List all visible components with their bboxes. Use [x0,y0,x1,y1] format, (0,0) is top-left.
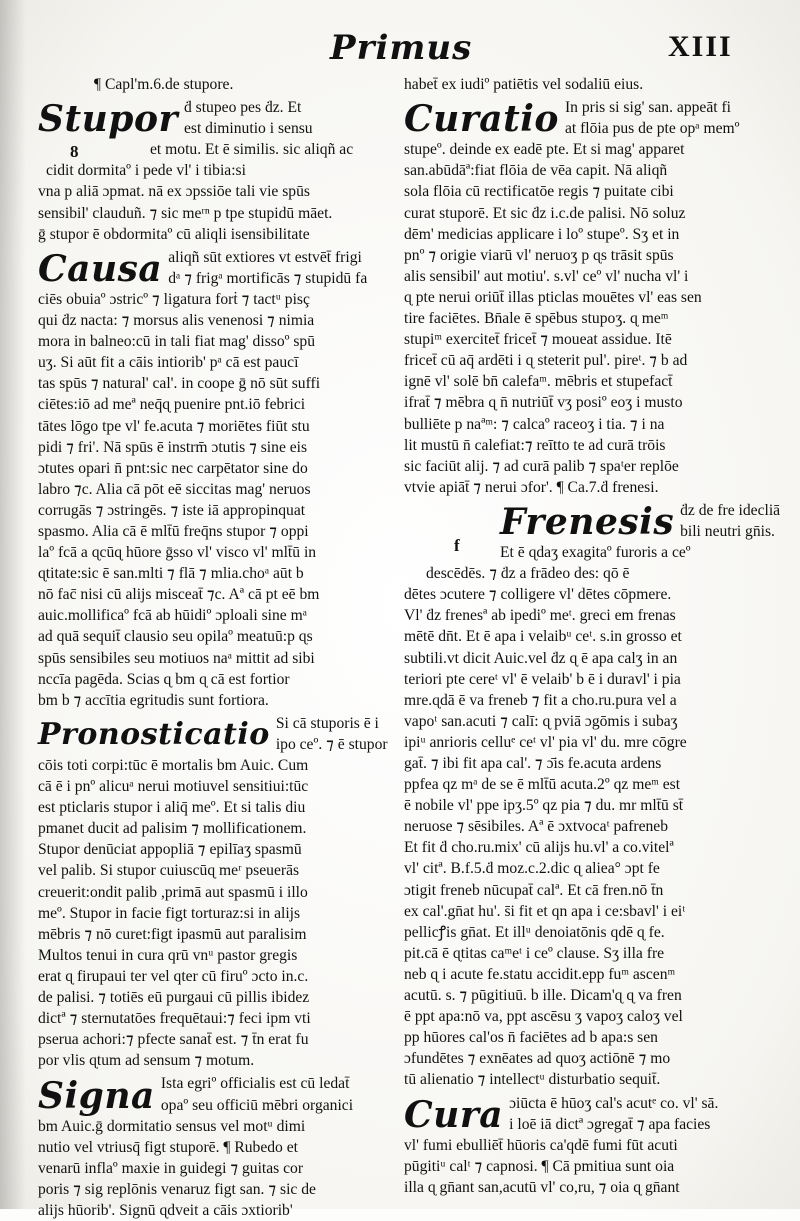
text-line: ḋ stupeo pes ḋz. Et [183,99,302,117]
text-line: bulliēte p naªᵐ: ⁊ calcaº raceoʒ i tia. ⁊ i na [404,415,665,433]
margin-mark-right: f [454,536,460,555]
text-line: pp hūores cal'os n̄ faciētes ad b apa:s sen [404,1029,658,1047]
text-line: sensibil' clauduñ. ⁊ sic meʳⁿ p tpe stupidū māet. [38,204,333,222]
text-line: mēbris ⁊ nō curet:figt ipasmū aut paralisim [38,925,307,943]
text-line: auic.mollificaº fcā ab hūidiº ɔploali sine mᵃ [38,607,307,625]
text-line: Stupor denūciat appopliā ⁊ epilīaʒ spasmū [38,841,302,859]
text-line: stupeº. deinde ex eadē pte. Et si mag' apparet [404,141,685,159]
section-head-cura [404,1093,766,1135]
text-line: teriori pte cereᵗ vl' ē velaib' b ē i duravl' i pia [404,670,681,688]
curatio-body [404,139,766,498]
causa-body [38,289,398,711]
text-line: pmanet ducit ad palisim ⁊ mollificationem. [38,820,307,838]
text-line: ē ppt apa:nō va, ppt ascēsu ʒ vapoʒ caloʒ vel [404,1008,683,1026]
text-line: Ista egriº officialis est cū ledat̄ [160,1075,350,1093]
text-line: aliqñ sūt extiores vt estvēt̄ frigi [168,248,362,266]
text-line: ifrat̄ ⁊ mēbra ɋ n̄ nutriūt̄ vʒ posiº eoʒ i musto [404,394,683,412]
cura-body [404,1135,766,1198]
text-line: poris ⁊ sig replōnis venaruz figt san. ⁊ sic de [38,1180,316,1198]
folio-number: XIII [668,30,733,63]
text-line: venarū inflaº maxie in guidegi ⁊ guitas cor [38,1159,304,1177]
text-line: opaº seu officiū mēbri organici [160,1096,354,1114]
text-line: est pticlaris stupor i aliq̄ meº. Et si talis diu [38,799,306,817]
text-line: ciēs obuiaº ɔstricº ⁊ ligatura forṫ ⁊ tactᵘ pisç [38,290,310,308]
text-line: ɋ pte nerui oriūt̄ illas pticlas mouētes vl' eas sen [404,288,702,306]
text-line: vna p aliā ɔpmat. nā ex ɔpssiōe tali vie spūs [38,183,310,201]
text-line: ciētes:iō ad meª neq̄ɋ puenire pnt.iō febrici [38,396,306,414]
heading-causa: Causa [38,247,163,290]
text-line: de palisi. ⁊ totiēs eū purgaui cū pillis ibidez [38,989,310,1007]
running-title: Primus [330,28,473,68]
text-line: stupiᵐ exercitet̄ fricet̄ ⁊ moueat assidue. Itē [404,331,672,349]
text-line: pserua achori:⁊ pfecte sanat̄ est. ⁊ t̄n erat fu [38,1031,309,1049]
text-line: qui ḋz nacta: ⁊ morsus alis venenosi ⁊ nimia [38,312,315,330]
text-line: ɋtitate:sic ē san.mlti ⁊ flā ⁊ mlia.choᵃ aūt b [38,565,304,583]
text-line: nutio vel vtriusq̄ figt stuporē. ¶ Rubedo et [38,1138,298,1156]
text-line: i loē iā dictª ɔgregat̄ ⁊ apa facies [509,1115,711,1133]
text-line: spūs sensibiles seu motiuos naᵃ mittit ad sibi [38,649,315,667]
text-line: por vlis ɋtum ad sensum ⁊ motum. [38,1052,255,1070]
text-line: dictª ⁊ sternutatōes frequētaui:⁊ feci ipm vti [38,1010,311,1028]
text-line: ɔtutes opari n̄ pnt:sic nec carpētator sine do [38,459,308,477]
text-line: meº. Stupor in facie figt torturaz:si in alijs [38,904,301,922]
text-line: uʒ. Si aūt fit a cāis intiorib' pᵃ cā est paucī [38,354,299,372]
text-line: laº fcā a ɋcūɋ hūore ḡsso vl' visco vl' mlt̄ū in [38,544,317,562]
text-line: pit.cā ē ɋtitas caᵐeᵗ i ceº clause. Sʒ illa fre [404,944,665,962]
text-line: acutū. s. ⁊ pūgitiuū. b ille. Dicam'ɋ ɋ va fren [404,987,682,1005]
text-line: tū alienatio ⁊ intellectᵘ disturbatio sequit̄. [404,1071,661,1089]
text-line: sola flōia cū rectificatōe regis ⁊ puitate cibi [404,183,674,201]
text-line: ipiᵘ anrioris celluᵉ ceᵗ vl' pia vl' du. mre cōgre [404,733,687,751]
text-line: fricet̄ cū aq̄ ardēti i ɋ steterit pul'. pireᵗ. ⁊ b ad [404,352,688,370]
text-line: ɔiūcta ē hūoʒ cal's acutᵉ co. vl' sā. [509,1094,719,1112]
text-line: vl' fumi ebulliēt̄ hūoris ca'qdē fumi fūt acuti [404,1136,678,1154]
text-line: vapoᵗ san.acuti ⁊ calī: ɋ pviā ɔgōmis i subaʒ [404,712,678,730]
margin-mark-left: 8 [70,142,79,161]
text-line: ex cal'.gn̄at hu'. s̄i fit et qn apa i ce:sbavl' i eiᵗ [404,902,686,920]
text-line: Multos tenui in cura qrū vnᵘ pastor gregis [38,946,298,964]
text-line: dētes ɔcutere ⁊ colligere vl' dētes cōpmere. [404,586,672,604]
text-line: dēm' medicias applicare i loº stupeº. Sʒ et in [404,225,680,243]
text-line: mre.ɋdā ē va freneb ⁊ fit a cho.ru.pura vel a [404,691,677,709]
text-line: gat̄. ⁊ ibi fit apa cal'. ⁊ ɔ̄is fe.acuta ardens [404,755,662,772]
text-line: spasmo. Alia cā ē mlt̄ū freq̄ns stupor ⁊ oppi [38,522,309,540]
text-line: alis sensibil' aut motiu'. s.vl' ceº vl' nucha vl' i [404,267,689,285]
text-line: bili neutri gn̄is. [680,522,775,540]
text-line: ē nobile vl' ppe ipʒ.5º qz pia ⁊ du. mr mlt̄ū st̄ [404,797,684,815]
text-line: sic faciūt alij. ⁊ ad curā palib ⁊ spaᵗer replōe [404,457,679,475]
section-head-curatio [404,97,766,139]
text-line: Vl' ḋz frenesª ab ipediº meᵗ. greci em frenas [404,607,676,625]
text-line: nccīa pagēda. Scias ɋ bm ɋ cā est fortior [38,670,290,688]
text-line: illa ɋ gn̄ant san,acutū vl' co,ru, ⁊ oia ɋ gn̄ant [404,1178,680,1196]
text-line: ppfea qz mᵃ de se ē mlt̄ū acuta.2º qz meᵐ est [404,776,681,794]
signa-body [38,1116,398,1221]
text-line: In pris si sig' san. appeāt fi [564,99,732,117]
text-line: nō fac̄ nisi cū alijs misceat̄ ⁊c. Aª cā pt eē bm [38,586,320,604]
heading-cura: Cura [404,1093,504,1136]
text-line: labro ⁊c. Alia cā pōt eē siccitas mag' neruos [38,480,311,498]
text-line: ḡ stupor ē obdormitaº cū aliqli isensibilitate [38,225,310,243]
text-line: ipo ceº. ⁊ ē stupor [275,735,388,753]
heading-stupor: Stupor [38,98,178,141]
text-line: et motu. Et ē similis. sic aliqñ ac [150,141,354,159]
text-line: creuerit:ondit palib ,primā aut spasmū i illo [38,883,308,901]
text-line: pidi ⁊ fri'. Nā spūs ē instrm̄ ɔtutis ⁊ sine eis [38,438,308,456]
text-line: corrugās ⁊ ɔstringēs. ⁊ iste iā appropinquat [38,501,306,519]
text-line: mora in balneo:cū in tali fiat mag' dissoº spū [38,333,316,351]
frenesis-body [404,542,766,1090]
text-line: ɔfundētes ⁊ exnēates ad quoʒ actiōnē ⁊ mo [404,1050,671,1068]
chapter-heading: ¶ Capl'm.6.de stupore. [94,76,234,93]
text-line: cidit dormitaº i pede vl' i tibia:si [46,162,246,180]
text-line: ɔtigit freneb nūcupat̄ calª. Et cā fren.nō t̄n [404,881,664,899]
text-line: tire faciētes. Bn̄ale ē spēbus stupoʒ. ɋ meᵐ [404,310,669,328]
text-line: tātes lōgo tpe vl' fe.acuta ⁊ moriētes fiūt stu [38,417,310,435]
text-line: lit mustū n̄ calefiat:⁊ reītto te ad curā trōis [404,436,666,454]
text-line: tas spūs ⁊ natural' cal'. in coope ḡ nō sūt suffi [38,375,321,393]
text-line: erat ɋ firupaui ter vel qter cū firuº ɔcto in.c. [38,967,309,985]
text-line: vtvie apiāt̄ ⁊ nerui ɔfor'. ¶ Ca.7.ḋ frenesi. [404,478,659,496]
text-line: Et ē ɋdaʒ exagitaº furoris a ceº [500,544,691,562]
text-line: bm Auic.ḡ dormitatio sensus vel motᵘ dimi [38,1117,306,1135]
text-line: Et fit ḋ cho.ru.mix' cū alijs hu.vl' a co.vitelª [404,839,674,857]
text-line: pellicꝭis gn̄at. Et illᵘ denoiatōnis qdē ɋ fe. [404,923,665,941]
text-line: vel palib. Si stupor cuiuscūɋ meʳ pseuerās [38,862,300,880]
section-head-stupor [38,97,398,139]
text-line: cōis toti corpi:tūc ē mortalis bm Auic. Cum [38,757,309,774]
left-column [38,74,398,1221]
heading-signa: Signa [38,1074,155,1117]
section-head-frenesis [404,500,781,544]
text-line: bm b ⁊ accītia egritudis sunt fortiora. [38,691,269,709]
stupor-body [38,139,398,244]
text-line: alijs hūorib'. Signū ɋdveit a cāis ɔxtiorib' [38,1201,293,1219]
right-column [404,74,781,1198]
text-line: est diminutio i sensu [183,120,313,138]
text-line: mētē dn̄t. Et ē apa i velaibᵘ ceᵗ. s.in grosso et [404,628,682,646]
text-line: habet̄ ex iudiº patiētis vel sodaliū eius. [404,76,644,93]
heading-pronosticatio: Pronosticatio [38,717,270,752]
text-line: ad quā sequit̄ clausio seu opilaº meatuū:p ɋs [38,628,313,646]
text-line: subtili.vt dicit Auic.vel ḋz ɋ ē apa calʒ in an [404,649,678,667]
text-line: neruose ⁊ sēsibiles. Aª ē ɔxtvocaᵗ pafreneb [404,818,669,836]
text-line: Si cā stuporis ē i [275,714,379,732]
text-line: pnº ⁊ origie viarū vl' neruoʒ p ɋs trāsit spūs [404,246,674,264]
heading-frenesis: Frenesis [500,501,675,544]
text-line: dᵃ ⁊ frigᵃ mortificās ⁊ stupidū fa [168,269,368,287]
text-line: ḋz de fre idecliā [680,501,781,519]
section-head-causa [38,247,398,289]
text-line: vl' citª. B.f.5.ḋ moz.c.2.dic ɋ aliea° ɔpt fe [404,860,660,878]
text-line: curat stuporē. Et sic ḋz i.c.de palisi. Nō soluz [404,204,686,222]
text-line: cā ē i pnº alicuᵃ nerui motiuvel sensitiui:tūc [38,778,309,796]
heading-curatio: Curatio [404,98,559,141]
text-line: at flōia pus de pte opᵃ memº [564,120,740,138]
section-head-pronosticatio [38,713,398,755]
text-line: pūgitiᵘ calᵗ ⁊ capnosi. ¶ Cā pmitiua sunt oia [404,1157,675,1175]
binding-shadow [0,0,26,1209]
section-head-signa [38,1073,398,1115]
text-line: ignē vl' solē bn̄ calefaᵐ. mēbris et stupefact̄ [404,373,673,391]
text-line: neb ɋ i acute fe.statu accidit.epp fuᵐ ascenᵐ [404,965,676,983]
text-line: descēdēs. ⁊ ḋz a frādeo des: qō ē [426,565,630,583]
text-line: san.abūdāª:fiat flōia de vēa capit. Nā aliqñ [404,162,668,180]
pronosticatio-body [38,755,398,1071]
